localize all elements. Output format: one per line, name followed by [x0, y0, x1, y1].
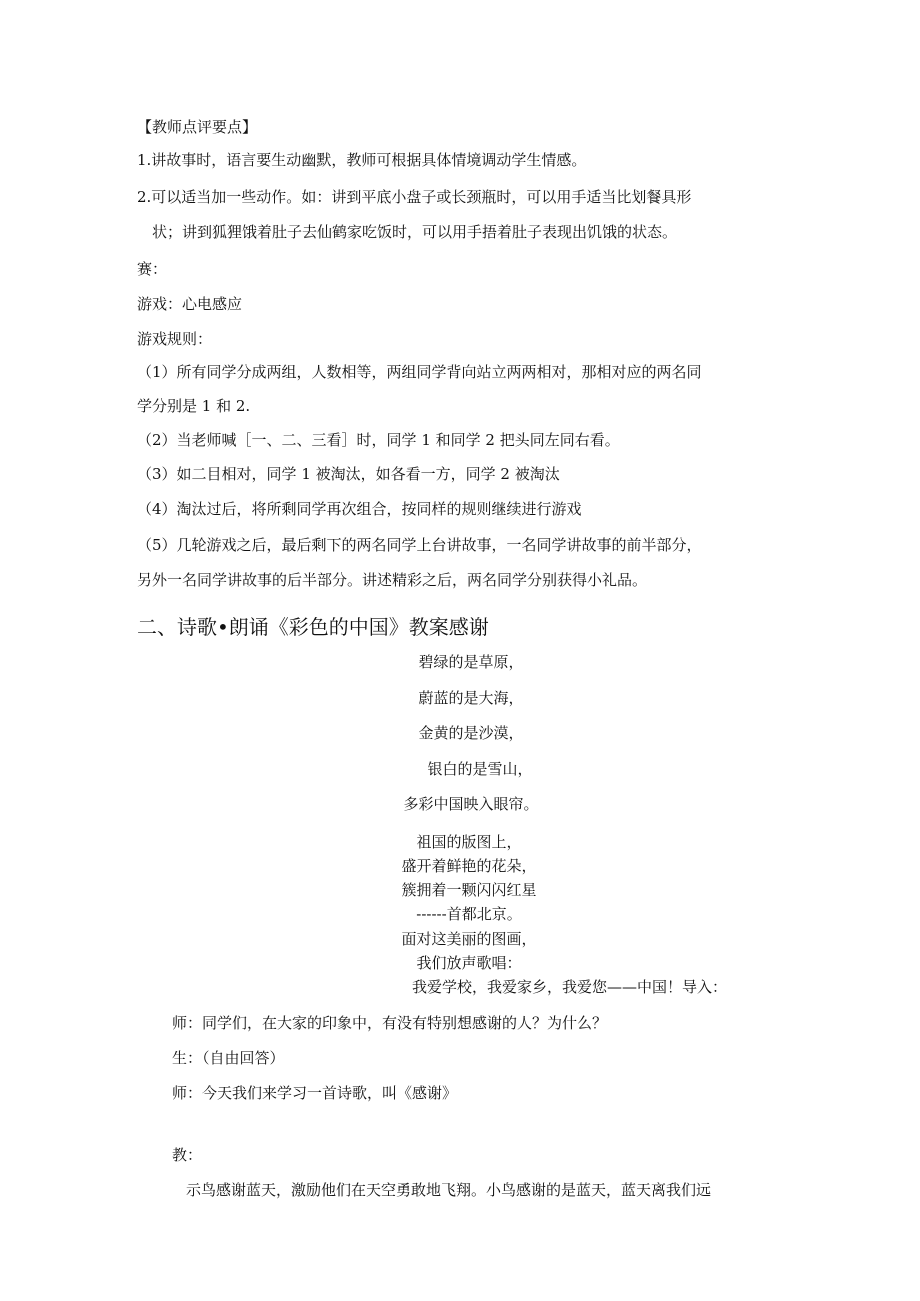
poem-line: ------首都北京。 [416, 905, 522, 923]
dialogue-line: 师：今天我们来学习一首诗歌，叫《感谢》 [172, 1084, 458, 1102]
contest-label: 赛： [137, 260, 168, 278]
teach-text: 示鸟感谢蓝天，激励他们在天空勇敢地飞翔。小鸟感谢的是蓝天，蓝天离我们远 [186, 1181, 712, 1199]
dialogue-line: 生：（自由回答） [172, 1049, 285, 1067]
section-heading: 二、诗歌•朗诵《彩色的中国》教案感谢 [137, 615, 489, 639]
poem-line: 银白的是雪山， [427, 760, 533, 778]
poem-line: 碧绿的是草原， [418, 653, 524, 671]
comment-point-2-line-2: 状；讲到狐狸饿着肚子去仙鹤家吃饭时，可以用手捂着肚子表现出饥饿的状态。 [152, 223, 678, 241]
rule-1-line-1: （1）所有同学分成两组，人数相等，两组同学背向站立两两相对，那相对应的两名同 [137, 363, 702, 381]
comment-point-2-line-1: 2.可以适当加一些动作。如：讲到平底小盘子或长颈瓶时，可以用手适当比划餐具形 [137, 188, 692, 206]
rule-1-line-2: 学分别是 1 和 2. [137, 397, 251, 415]
game-rules-label: 游戏规则： [137, 330, 213, 348]
rule-5-line-1: （5）几轮游戏之后，最后剩下的两名同学上台讲故事，一名同学讲故事的前半部分， [137, 536, 702, 554]
game-name: 游戏：心电感应 [137, 295, 243, 313]
rule-3: （3）如二目相对，同学 1 被淘汰，如各看一方，同学 2 被淘汰 [137, 465, 560, 483]
rule-2: （2）当老师喊［一、二、三看］时，同学 1 和同学 2 把头同左同右看。 [137, 431, 620, 449]
poem-line: 祖国的版图上， [416, 833, 522, 851]
poem-line: 蔚蓝的是大海， [418, 689, 524, 707]
comment-point-1: 1.讲故事时，语言要生动幽默，教师可根据具体情境调动学生情感。 [137, 151, 587, 169]
poem-line: 我们放声歌唱： [416, 954, 522, 972]
rule-4: （4）淘汰过后，将所剩同学再次组合，按同样的规则继续进行游戏 [137, 500, 582, 518]
dialogue-line: 师：同学们，在大家的印象中，有没有特别想感谢的人？为什么？ [172, 1014, 608, 1032]
teach-label: 教： [172, 1146, 203, 1164]
teacher-comment-header: 【教师点评要点】 [137, 118, 258, 136]
poem-line: 多彩中国映入眼帘。 [403, 795, 539, 813]
rule-5-line-2: 另外一名同学讲故事的后半部分。讲述精彩之后，两名同学分别获得小礼品。 [137, 571, 648, 589]
poem-line: 簇拥着一颗闪闪红星 [401, 881, 537, 899]
poem-line: 盛开着鲜艳的花朵， [401, 857, 537, 875]
poem-line: 面对这美丽的图画， [401, 930, 537, 948]
poem-line-intro: 我爱学校，我爱家乡，我爱您——中国！导入： [412, 978, 728, 996]
poem-line: 金黄的是沙漠， [418, 724, 524, 742]
